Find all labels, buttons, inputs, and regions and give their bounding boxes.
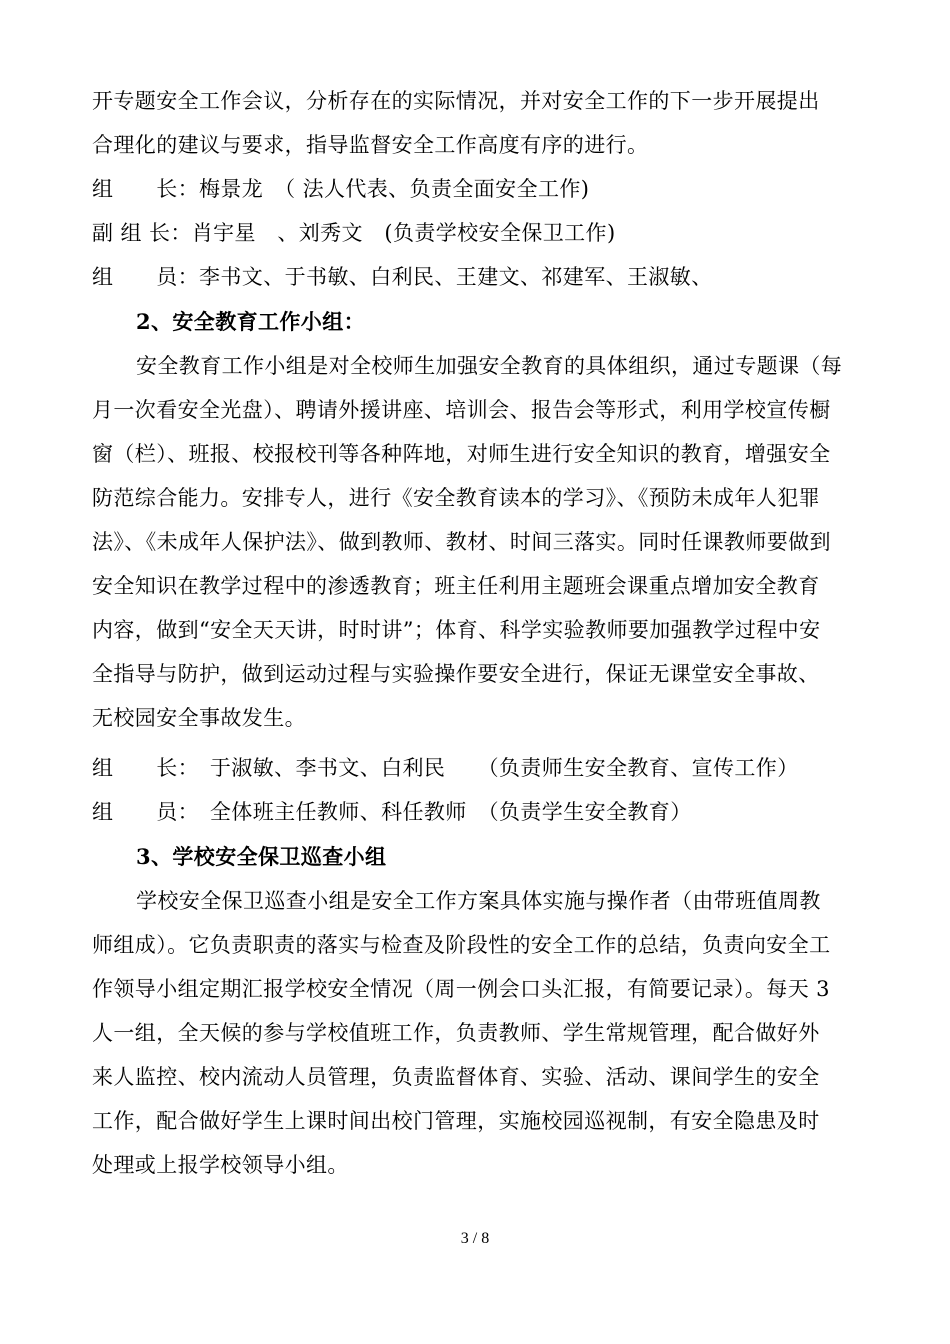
paragraph-line: 工作，配合做好学生上课时间出校门管理，实施校园巡视制，有安全隐患及时 <box>92 1109 820 1133</box>
paragraph-line: 作领导小组定期汇报学校安全情况（周一例会口头汇报，有简要记录）。每天 3 <box>92 977 830 1001</box>
paragraph-line: 处理或上报学校领导小组。 <box>92 1153 349 1177</box>
paragraph-line: 全指导与防护，做到运动过程与实验操作要安全进行，保证无课堂安全事故、 <box>92 662 820 686</box>
deputy-leader-line: 副 组 长：肖宇星 、刘秀文 (负责学校安全保卫工作) <box>92 221 616 245</box>
paragraph-line: 月一次看安全光盘）、聘请外援讲座、培训会、报告会等形式，利用学校宣传橱 <box>92 398 831 422</box>
section-heading: 2、安全教育工作小组： <box>136 309 366 334</box>
paragraph-line: 无校园安全事故发生。 <box>92 706 306 730</box>
group-leader-line: 组 长：梅景龙 （ 法人代表、负责全面安全工作) <box>92 177 590 201</box>
paragraph-line: 内容，做到“安全天天讲，时时讲”；体育、科学实验教师要加强教学过程中安 <box>92 618 821 642</box>
paragraph-line: 人一组，全天候的参与学校值班工作，负责教师、学生常规管理，配合做好外 <box>92 1021 820 1045</box>
group-members-line: 组 员：李书文、于书敏、白利民、王建文、祁建军、王淑敏、 <box>92 265 713 289</box>
paragraph-line: 窗（栏）、班报、校报校刊等各种阵地，对师生进行安全知识的教育，增强安全 <box>92 442 831 466</box>
paragraph-line: 师组成）。它负责职责的落实与检查及阶段性的安全工作的总结，负责向安全工 <box>92 933 831 957</box>
page-number: 3 / 8 <box>460 1230 490 1247</box>
paragraph-line: 开专题安全工作会议，分析存在的实际情况，并对安全工作的下一步开展提出 <box>92 89 820 113</box>
group-leader-line: 组 长： 于淑敏、李书文、白利民 （负责师生安全教育、宣传工作） <box>92 756 799 780</box>
paragraph-line: 学校安全保卫巡查小组是安全工作方案具体实施与操作者（由带班值周教 <box>136 889 821 913</box>
section-heading: 3、学校安全保卫巡查小组 <box>136 844 387 869</box>
group-members-line: 组 员： 全体班主任教师、科任教师 （负责学生安全教育） <box>92 800 692 824</box>
paragraph-line: 法》、《未成年人保护法》、做到教师、教材、时间三落实。同时任课教师要做到 <box>92 530 831 554</box>
paragraph-line: 安全教育工作小组是对全校师生加强安全教育的具体组织，通过专题课（每 <box>136 354 843 378</box>
paragraph-line: 安全知识在教学过程中的渗透教育；班主任利用主题班会课重点增加安全教育 <box>92 574 820 598</box>
paragraph-line: 合理化的建议与要求，指导监督安全工作高度有序的进行。 <box>92 133 649 157</box>
paragraph-line: 防范综合能力。安排专人，进行《安全教育读本的学习》、《预防未成年人犯罪 <box>92 486 820 510</box>
paragraph-line: 来人监控、校内流动人员管理，负责监督体育、实验、活动、课间学生的安全 <box>92 1065 820 1089</box>
